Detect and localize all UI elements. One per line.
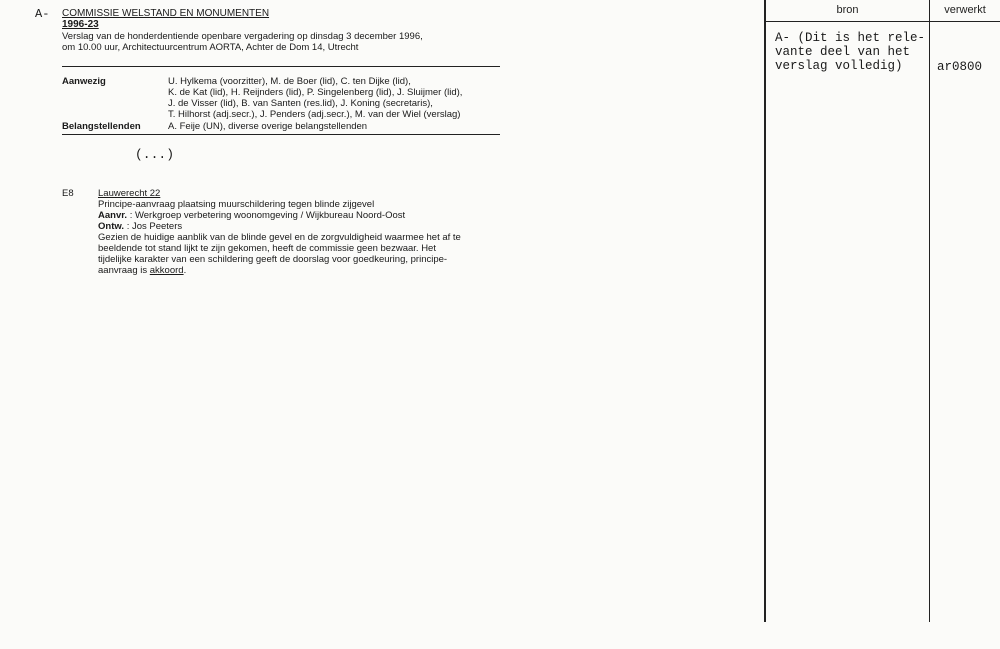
body-last-suffix: . bbox=[183, 265, 187, 276]
present-line: T. Hilhorst (adj.secr.), J. Penders (adj.secr.), M. van der Wiel (verslag) bbox=[168, 109, 461, 120]
item-address: Lauwerecht 22 bbox=[98, 188, 161, 199]
present-line: J. de Visser (lid), B. van Santen (res.lid), J. Koning (secretaris), bbox=[168, 98, 433, 109]
decision-text: akkoord bbox=[149, 265, 184, 276]
body-last-prefix: aanvraag is bbox=[98, 265, 150, 276]
present-line: U. Hylkema (voorzitter), M. de Boer (lid), C. ten Dijke (lid), bbox=[168, 76, 411, 87]
item-code: E8 bbox=[62, 188, 74, 199]
item-subject: Principe-aanvraag plaatsing muurschildering tegen blinde zijgevel bbox=[98, 199, 375, 210]
omission-ellipsis: (...) bbox=[135, 147, 175, 162]
body-line: tijdelijke karakter van een schildering geeft de doorslag voor goedkeuring, principe- bbox=[98, 254, 448, 265]
body-line: beeldende tot stand lijkt te zijn gekomen, heeft de commissie geen bezwaar. Het bbox=[98, 243, 436, 254]
column-header-verwerkt: verwerkt bbox=[944, 4, 986, 16]
bron-note-line: vante deel van het bbox=[775, 45, 911, 59]
applicant-value: : Werkgroep verbetering woonomgeving / Wijkbureau Noord-Oost bbox=[129, 210, 406, 221]
margin-marker: A- bbox=[35, 7, 50, 21]
verwerkt-code: ar0800 bbox=[937, 60, 983, 74]
intro-line-1: Verslag van de honderdentiende openbare vergadering op dinsdag 3 december 1996, bbox=[62, 31, 423, 42]
table-column-divider bbox=[929, 0, 930, 622]
divider-bottom bbox=[62, 134, 500, 135]
stakeholders-text: A. Feije (UN), diverse overige belangstellenden bbox=[168, 121, 368, 132]
designer-label: Ontw. bbox=[98, 221, 125, 232]
applicant-label: Aanvr. bbox=[98, 210, 128, 221]
agenda-item bbox=[98, 188, 461, 276]
applicant-row bbox=[98, 210, 461, 221]
report-number: 1996-23 bbox=[62, 19, 99, 30]
stakeholders-label: Belangstellenden bbox=[62, 121, 141, 132]
present-list bbox=[168, 76, 462, 120]
table-left-border bbox=[764, 0, 766, 622]
org-title: COMMISSIE WELSTAND EN MONUMENTEN bbox=[62, 8, 270, 19]
body-line: Gezien de huidige aanblik van de blinde gevel en de zorgvuldigheid waarmee het af te bbox=[98, 232, 461, 243]
intro-line-2: om 10.00 uur, Architectuurcentrum AORTA, Achter de Dom 14, Utrecht bbox=[62, 42, 359, 53]
table-header-rule bbox=[766, 21, 1000, 22]
bron-note-line: verslag volledig) bbox=[775, 59, 903, 73]
designer-value: : Jos Peeters bbox=[126, 221, 183, 232]
present-line: K. de Kat (lid), H. Reijnders (lid), P. Singelenberg (lid), J. Sluijmer (lid), bbox=[168, 87, 463, 98]
present-label: Aanwezig bbox=[62, 76, 106, 87]
column-header-bron: bron bbox=[836, 4, 859, 16]
designer-row bbox=[98, 221, 461, 232]
body-line-last bbox=[98, 265, 461, 276]
divider-top bbox=[62, 66, 500, 67]
bron-note bbox=[775, 31, 925, 73]
bron-note-line: A- (Dit is het rele- bbox=[775, 31, 926, 45]
